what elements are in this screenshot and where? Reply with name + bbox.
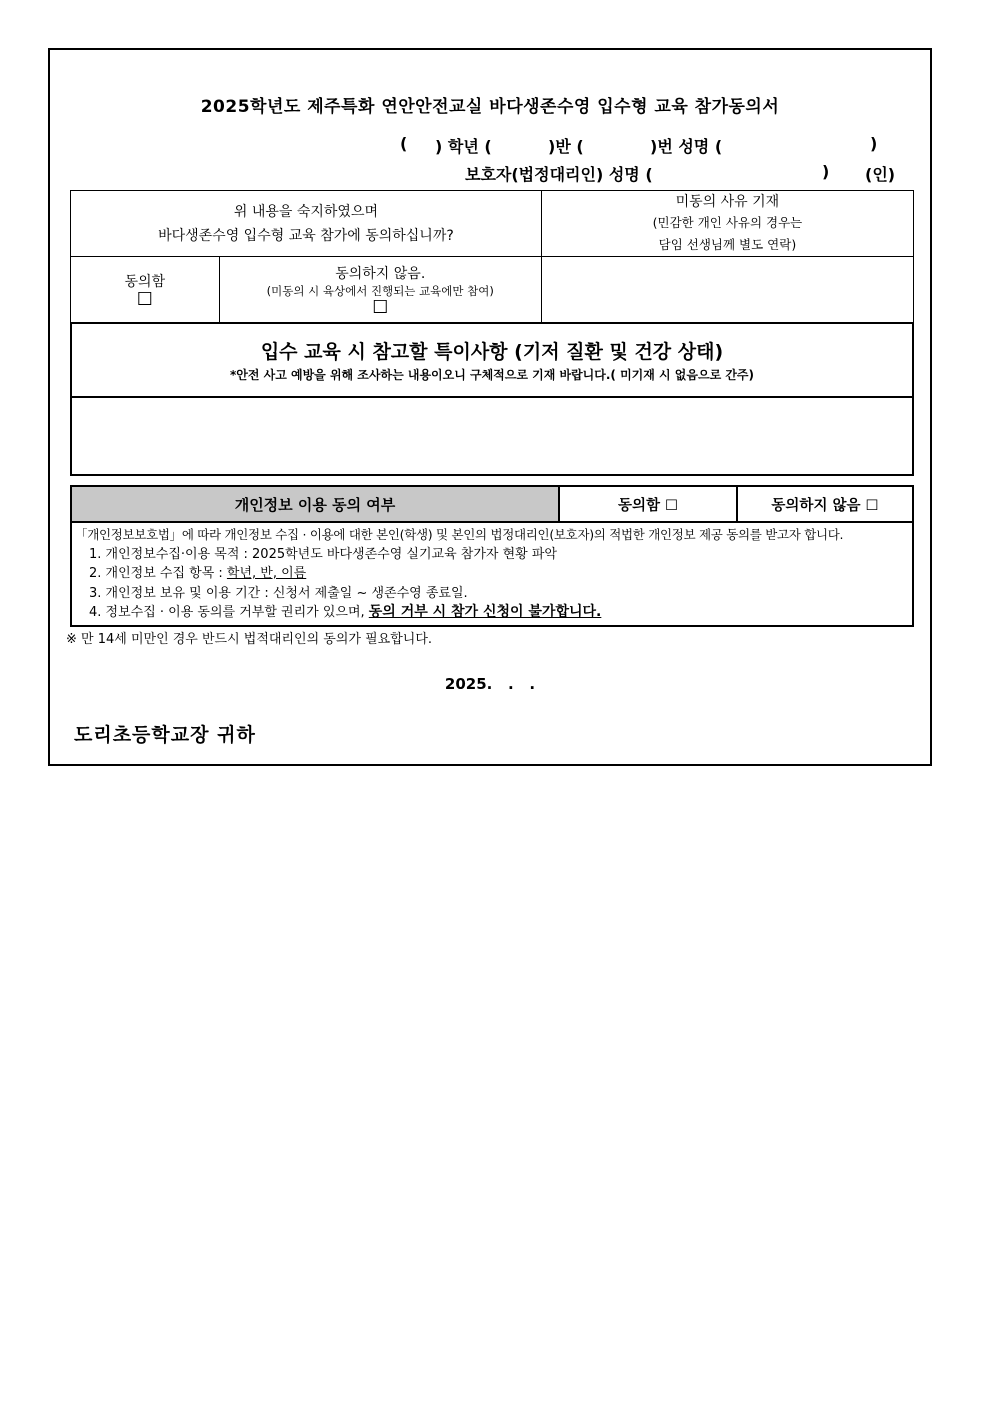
agree-cell[interactable] [71,257,220,323]
seal-label: (인) [865,165,896,184]
consent-form-frame [48,48,932,766]
date-line: 2025. . . [444,675,536,693]
privacy-table [70,485,914,627]
reason-sub1: (민감한 개인 사유의 경우는 [652,214,803,230]
number-name-label: )번 성명 ( [650,137,723,156]
reason-input-cell[interactable] [541,257,913,323]
disagree-cell[interactable] [219,257,541,323]
student-close-paren: ) [870,134,878,153]
grade-label: ) 학년 ( [435,137,492,156]
disagree-checkbox[interactable]: ☐ [372,296,389,318]
consent-question-line1: 위 내용을 숙지하였으며 [233,203,378,220]
privacy-item-1: 1. 개인정보수집·이용 목적 : 2025학년도 바다생존수영 실기교육 참가자 현황 파악 [89,546,557,562]
footnote: ※ 만 14세 미만인 경우 반드시 법적대리인의 동의가 필요합니다. [66,632,433,647]
consent-table [70,190,914,323]
student-open-paren: ( [400,134,408,153]
special-notes-table [70,322,914,476]
recipient: 도리초등학교장 귀하 [74,724,256,746]
privacy-item-4-prefix: 4. 정보수집 · 이용 동의를 거부할 권리가 있으며, [89,605,369,620]
privacy-body [71,522,913,626]
privacy-item-2-value: 학년, 반, 이름 [226,566,307,581]
reason-heading-cell [541,191,913,257]
agree-checkbox[interactable]: ☐ [136,288,153,310]
guardian-close-paren: ) [822,162,830,181]
agree-label: 동의함 [124,273,166,290]
special-notes-header-cell [71,323,913,397]
privacy-item-2-prefix: 2. 개인정보 수집 항목 : [89,566,227,581]
privacy-item-2 [75,564,912,584]
special-notes-input-cell[interactable] [71,397,913,475]
privacy-item-4-emphasis: 동의 거부 시 참가 신청이 불가합니다. [368,604,602,620]
reason-heading: 미동의 사유 기재 [675,193,780,210]
privacy-disagree-option[interactable]: 동의하지 않음 ☐ [737,486,913,522]
special-notes-title: 입수 교육 시 참고할 특이사항 (기저 질환 및 건강 상태) [260,340,724,363]
consent-question-line2: 바다생존수영 입수형 교육 참가에 동의하십니까? [158,227,454,244]
privacy-item-4 [75,603,912,623]
class-label: )반 ( [548,137,584,156]
consent-question-cell [71,191,542,257]
disagree-note: (미동의 시 육상에서 진행되는 교육에만 참여) [266,283,494,298]
privacy-heading: 개인정보 이용 동의 여부 [71,486,559,522]
privacy-agree-option[interactable]: 동의함 ☐ [559,486,737,522]
form-title: 2025학년도 제주특화 연안안전교실 바다생존수영 입수형 교육 참가동의서 [200,97,780,117]
special-notes-note: *안전 사고 예방을 위해 조사하는 내용이오니 구체적으로 기재 바랍니다.( 미기재 시 없음으로 간주) [229,367,755,382]
reason-sub2: 담임 선생님께 별도 연락) [658,236,797,252]
privacy-intro: 「개인정보보호법」에 따라 개인정보 수집 · 이용에 대한 본인(학생) 및 본인의 법정대리인(보호자)의 적법한 개인정보 제공 동의를 받고자 합니다. [75,527,844,542]
disagree-label: 동의하지 않음. [335,265,426,282]
privacy-item-3: 3. 개인정보 보유 및 이용 기간 : 신청서 제출일 ~ 생존수영 종료일. [89,585,468,601]
guardian-label: 보호자(법정대리인) 성명 ( [465,165,653,184]
